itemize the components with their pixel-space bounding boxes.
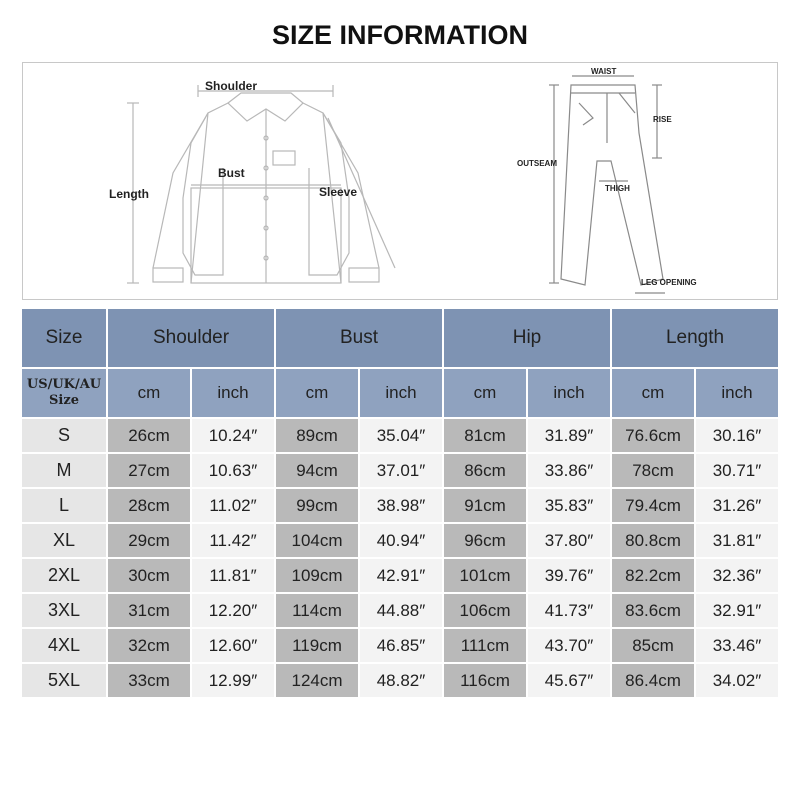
table-row: [22, 664, 778, 697]
inch-cell: 10.63″: [192, 454, 274, 487]
size-cell: 4XL: [22, 629, 106, 662]
inch-cell: 12.60″: [192, 629, 274, 662]
subheader-size: US/UK/AU Size: [22, 369, 106, 417]
table-body: [22, 419, 778, 697]
unit-cell: cm: [444, 369, 526, 417]
rise-label: RISE: [653, 115, 672, 124]
table-row: [22, 594, 778, 627]
header-bust: Bust: [276, 309, 442, 367]
cm-cell: 106cm: [444, 594, 526, 627]
cm-cell: 96cm: [444, 524, 526, 557]
unit-cell: cm: [276, 369, 358, 417]
header-size: Size: [22, 309, 106, 367]
inch-cell: 46.85″: [360, 629, 442, 662]
table-subheader-row: [22, 369, 778, 417]
cm-cell: 30cm: [108, 559, 190, 592]
inch-cell: 11.81″: [192, 559, 274, 592]
cm-cell: 89cm: [276, 419, 358, 452]
inch-cell: 43.70″: [528, 629, 610, 662]
inch-cell: 41.73″: [528, 594, 610, 627]
cm-cell: 28cm: [108, 489, 190, 522]
inch-cell: 42.91″: [360, 559, 442, 592]
cm-cell: 32cm: [108, 629, 190, 662]
inch-cell: 38.98″: [360, 489, 442, 522]
cm-cell: 119cm: [276, 629, 358, 662]
cm-cell: 114cm: [276, 594, 358, 627]
cm-cell: 78cm: [612, 454, 694, 487]
unit-cell: cm: [108, 369, 190, 417]
header-length: Length: [612, 309, 778, 367]
inch-cell: 37.01″: [360, 454, 442, 487]
cm-cell: 124cm: [276, 664, 358, 697]
inch-cell: 12.20″: [192, 594, 274, 627]
table-row: [22, 454, 778, 487]
inch-cell: 32.91″: [696, 594, 778, 627]
cm-cell: 111cm: [444, 629, 526, 662]
inch-cell: 33.46″: [696, 629, 778, 662]
inch-cell: 30.16″: [696, 419, 778, 452]
size-cell: XL: [22, 524, 106, 557]
inch-cell: 35.04″: [360, 419, 442, 452]
waist-label: WAIST: [591, 67, 617, 76]
sleeve-label: Sleeve: [319, 185, 358, 199]
inch-cell: 44.88″: [360, 594, 442, 627]
inch-cell: 12.99″: [192, 664, 274, 697]
inch-cell: 34.02″: [696, 664, 778, 697]
size-cell: 3XL: [22, 594, 106, 627]
size-cell: 2XL: [22, 559, 106, 592]
cm-cell: 91cm: [444, 489, 526, 522]
shoulder-label: Shoulder: [205, 79, 258, 93]
cm-cell: 80.8cm: [612, 524, 694, 557]
inch-cell: 45.67″: [528, 664, 610, 697]
page-title: SIZE INFORMATION: [272, 20, 528, 50]
inch-cell: 30.71″: [696, 454, 778, 487]
size-cell: L: [22, 489, 106, 522]
cm-cell: 79.4cm: [612, 489, 694, 522]
cm-cell: 86.4cm: [612, 664, 694, 697]
cm-cell: 82.2cm: [612, 559, 694, 592]
table-row: [22, 559, 778, 592]
size-cell: S: [22, 419, 106, 452]
cm-cell: 85cm: [612, 629, 694, 662]
cm-cell: 94cm: [276, 454, 358, 487]
inch-cell: 40.94″: [360, 524, 442, 557]
length-label: Length: [109, 187, 149, 201]
inch-cell: 31.89″: [528, 419, 610, 452]
measurement-diagram: [22, 62, 778, 300]
inch-cell: 37.80″: [528, 524, 610, 557]
inch-cell: 48.82″: [360, 664, 442, 697]
cm-cell: 31cm: [108, 594, 190, 627]
thigh-label: THIGH: [605, 184, 630, 193]
cm-cell: 27cm: [108, 454, 190, 487]
bust-label: Bust: [218, 166, 245, 180]
inch-cell: 35.83″: [528, 489, 610, 522]
cm-cell: 29cm: [108, 524, 190, 557]
table-row: [22, 419, 778, 452]
inch-cell: 31.81″: [696, 524, 778, 557]
inch-cell: 11.42″: [192, 524, 274, 557]
pants-illustration: [23, 63, 779, 301]
inch-cell: 32.36″: [696, 559, 778, 592]
cm-cell: 104cm: [276, 524, 358, 557]
cm-cell: 81cm: [444, 419, 526, 452]
header-hip: Hip: [444, 309, 610, 367]
table-header-row: [22, 309, 778, 367]
unit-cell: inch: [360, 369, 442, 417]
inch-cell: 11.02″: [192, 489, 274, 522]
outseam-label: OUTSEAM: [517, 159, 557, 168]
cm-cell: 99cm: [276, 489, 358, 522]
header-shoulder: Shoulder: [108, 309, 274, 367]
size-cell: 5XL: [22, 664, 106, 697]
unit-cell: inch: [192, 369, 274, 417]
cm-cell: 116cm: [444, 664, 526, 697]
cm-cell: 26cm: [108, 419, 190, 452]
inch-cell: 10.24″: [192, 419, 274, 452]
cm-cell: 109cm: [276, 559, 358, 592]
unit-cell: inch: [696, 369, 778, 417]
cm-cell: 86cm: [444, 454, 526, 487]
table-row: [22, 629, 778, 662]
cm-cell: 33cm: [108, 664, 190, 697]
inch-cell: 33.86″: [528, 454, 610, 487]
unit-cell: cm: [612, 369, 694, 417]
leg-opening-label: LEG OPENING: [641, 278, 697, 287]
cm-cell: 83.6cm: [612, 594, 694, 627]
table-row: [22, 489, 778, 522]
unit-cell: inch: [528, 369, 610, 417]
table-row: [22, 524, 778, 557]
size-chart-table: [20, 307, 780, 699]
cm-cell: 101cm: [444, 559, 526, 592]
size-cell: M: [22, 454, 106, 487]
cm-cell: 76.6cm: [612, 419, 694, 452]
inch-cell: 39.76″: [528, 559, 610, 592]
inch-cell: 31.26″: [696, 489, 778, 522]
